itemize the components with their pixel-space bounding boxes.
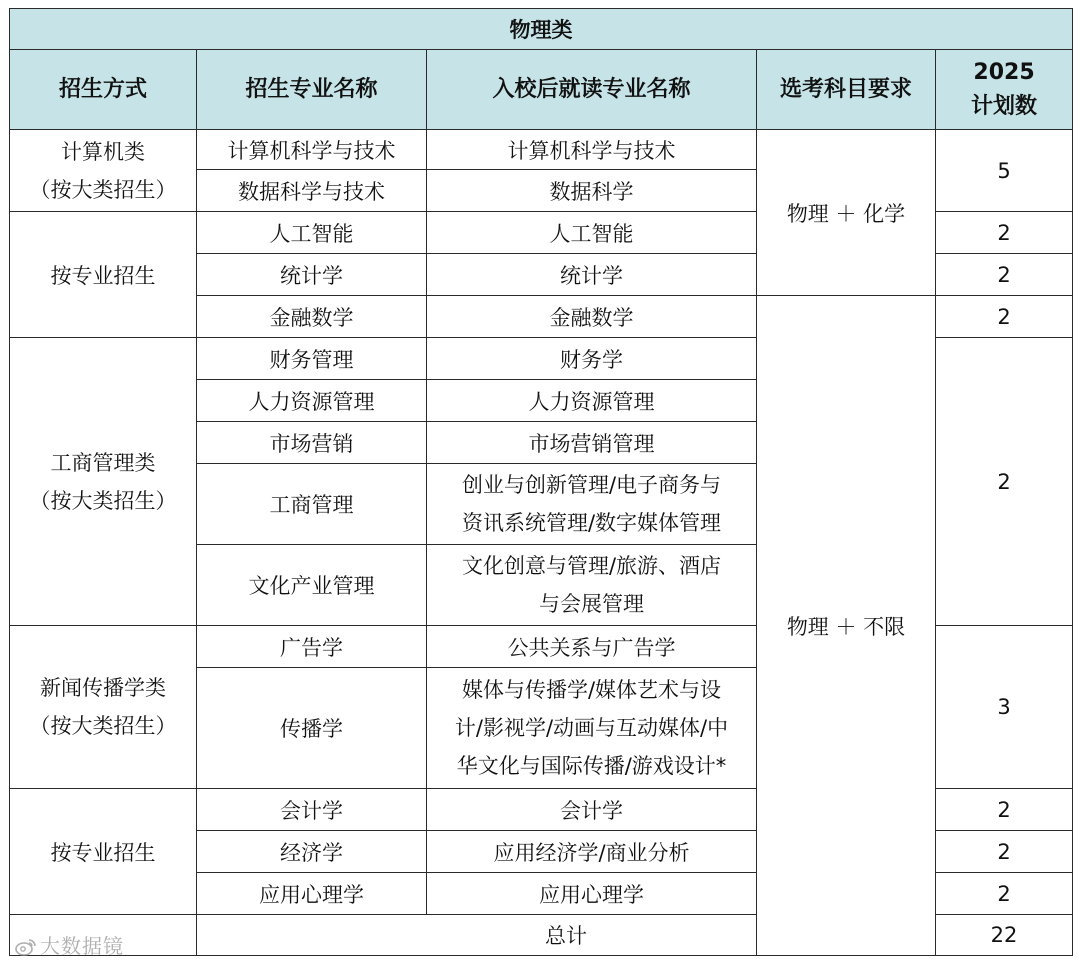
major-cell: 传播学	[197, 668, 427, 789]
table-title: 物理类	[10, 9, 1073, 50]
plan-cell: 2	[936, 789, 1073, 831]
header-method: 招生方式	[10, 50, 197, 130]
study-cell: 金融数学	[427, 296, 757, 338]
plan-cell: 2	[936, 212, 1073, 254]
major-cell: 数据科学与技术	[197, 170, 427, 212]
header-study-major: 入校后就读专业名称	[427, 50, 757, 130]
plan-cell: 2	[936, 831, 1073, 873]
study-cell: 文化创意与管理/旅游、酒店 与会展管理	[427, 545, 757, 626]
major-cell: 会计学	[197, 789, 427, 831]
study-cell: 计算机科学与技术	[427, 130, 757, 170]
major-cell: 广告学	[197, 626, 427, 668]
watermark-text: 大数据镜	[40, 934, 124, 958]
study-cell: 市场营销管理	[427, 422, 757, 464]
method-cell: 按专业招生	[10, 789, 197, 915]
major-cell: 人工智能	[197, 212, 427, 254]
study-cell: 统计学	[427, 254, 757, 296]
subject-cell: 物理 ＋ 化学	[757, 130, 936, 296]
watermark	[14, 930, 124, 959]
major-cell: 工商管理	[197, 464, 427, 545]
major-cell: 经济学	[197, 831, 427, 873]
weibo-icon	[14, 937, 38, 957]
header-major: 招生专业名称	[197, 50, 427, 130]
subject-cell: 物理 ＋ 不限	[757, 296, 936, 956]
total-label: 总计	[197, 915, 936, 956]
study-cell: 媒体与传播学/媒体艺术与设 计/影视学/动画与互动媒体/中 华文化与国际传播/游戏设计*	[427, 668, 757, 789]
major-cell: 金融数学	[197, 296, 427, 338]
header-subjects: 选考科目要求	[757, 50, 936, 130]
total-value: 22	[936, 915, 1073, 956]
study-cell: 人工智能	[427, 212, 757, 254]
study-cell: 财务学	[427, 338, 757, 380]
major-cell: 统计学	[197, 254, 427, 296]
study-cell: 会计学	[427, 789, 757, 831]
method-cell: 计算机类 （按大类招生）	[10, 130, 197, 212]
major-cell: 文化产业管理	[197, 545, 427, 626]
study-cell: 应用经济学/商业分析	[427, 831, 757, 873]
plan-cell: 2	[936, 338, 1073, 626]
method-cell: 工商管理类 （按大类招生）	[10, 338, 197, 626]
admission-plan-table	[9, 8, 1073, 956]
study-cell: 公共关系与广告学	[427, 626, 757, 668]
major-cell: 市场营销	[197, 422, 427, 464]
plan-cell: 2	[936, 296, 1073, 338]
header-plan-label: 计划数	[971, 93, 1038, 119]
header-plan	[936, 50, 1073, 130]
study-cell: 人力资源管理	[427, 380, 757, 422]
major-cell: 应用心理学	[197, 873, 427, 915]
study-cell: 应用心理学	[427, 873, 757, 915]
major-cell: 人力资源管理	[197, 380, 427, 422]
method-cell: 新闻传播学类 （按大类招生）	[10, 626, 197, 789]
major-cell: 计算机科学与技术	[197, 130, 427, 170]
method-cell: 按专业招生	[10, 212, 197, 338]
plan-cell: 5	[936, 130, 1073, 212]
plan-cell: 2	[936, 873, 1073, 915]
plan-cell: 3	[936, 626, 1073, 789]
plan-cell: 2	[936, 254, 1073, 296]
header-plan-year: 2025	[973, 59, 1035, 85]
study-cell: 创业与创新管理/电子商务与 资讯系统管理/数字媒体管理	[427, 464, 757, 545]
major-cell: 财务管理	[197, 338, 427, 380]
study-cell: 数据科学	[427, 170, 757, 212]
